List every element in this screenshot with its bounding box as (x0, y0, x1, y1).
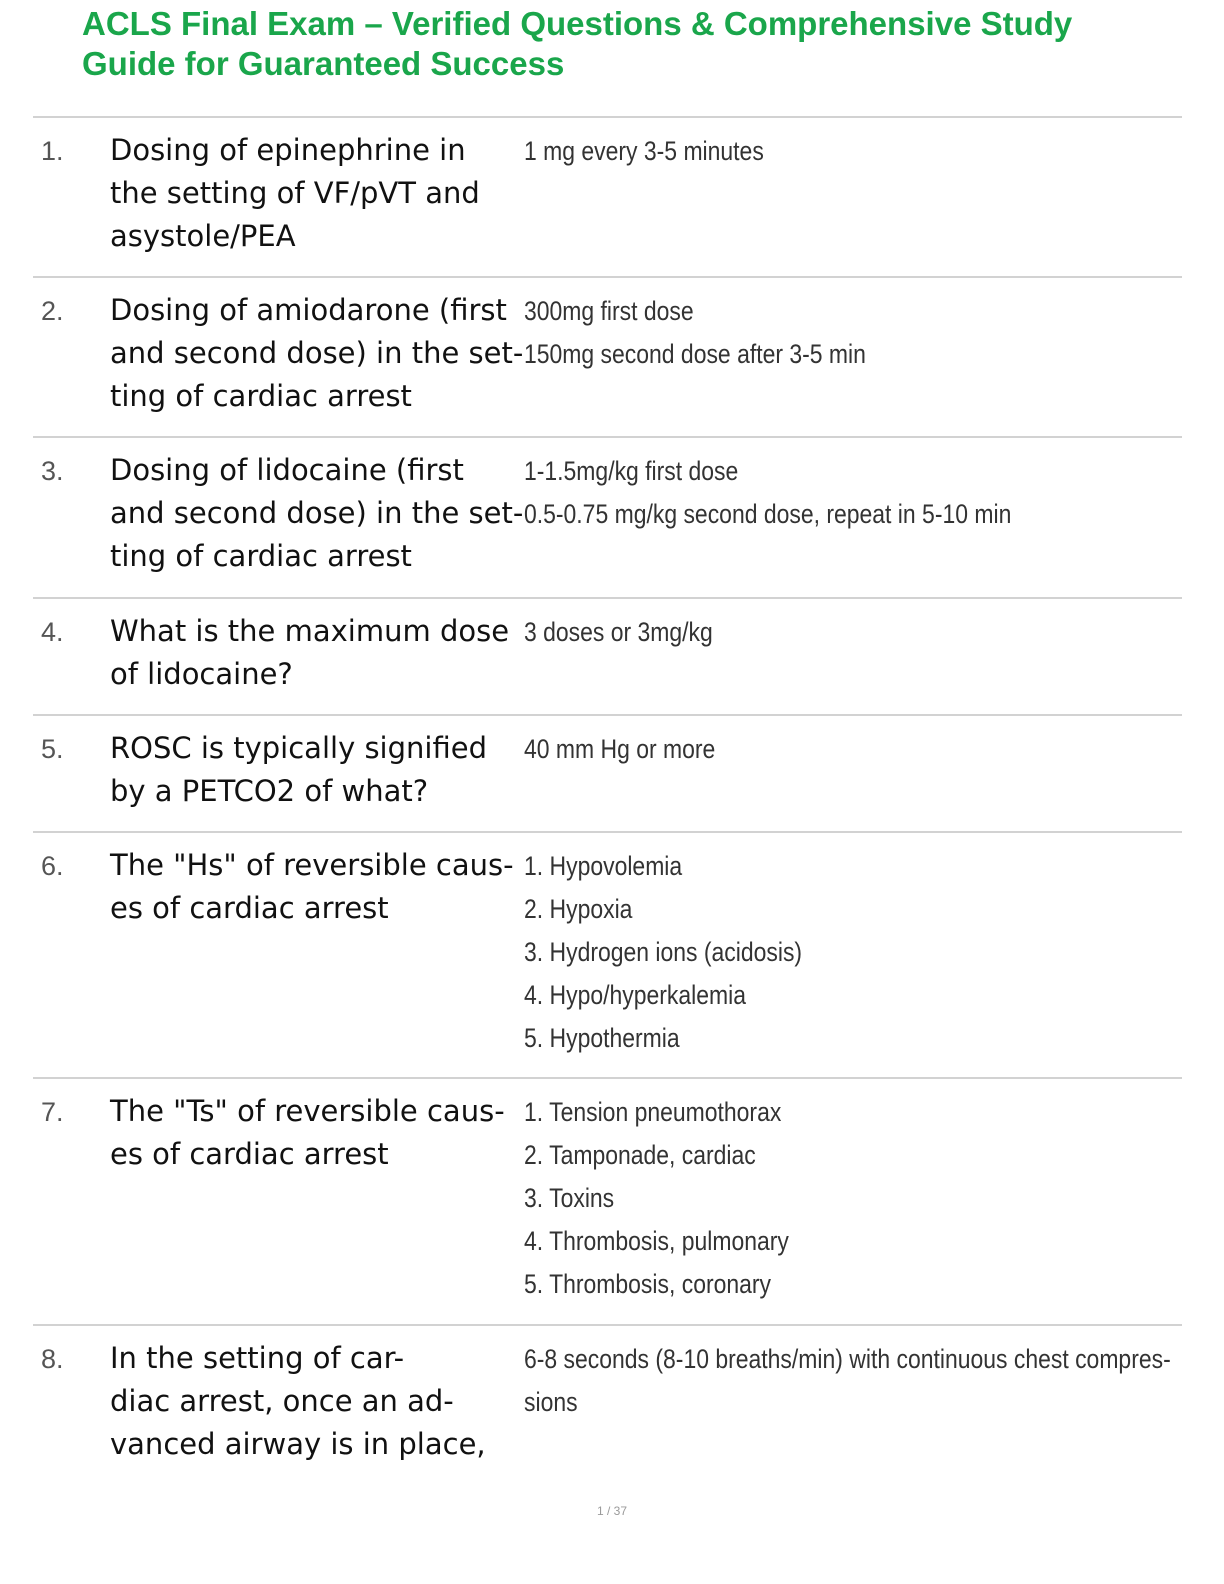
page-number: 1 / 37 (596, 1504, 628, 1518)
question-line: diac arrest, once an ad- (110, 1384, 454, 1418)
question-line: Dosing of amiodarone (first (110, 293, 507, 327)
item-number: 7. (41, 1097, 64, 1127)
answer-line: 150mg second dose after 3-5 min (524, 339, 866, 369)
question-line: and second dose) in the set- (110, 496, 524, 530)
divider (33, 714, 1182, 716)
question (110, 1090, 530, 1176)
divider (33, 597, 1182, 599)
question (110, 1337, 530, 1466)
answer-line: 1 mg every 3-5 minutes (524, 136, 764, 166)
divider (33, 1077, 1182, 1079)
answer-line: 4. Hypo/hyperkalemia (524, 980, 746, 1010)
answer-line: 5. Hypothermia (524, 1023, 680, 1053)
answer-line: 1-1.5mg/kg first dose (524, 456, 739, 486)
item-number: 8. (41, 1344, 64, 1374)
answer (524, 728, 1077, 771)
answer-line: 3 doses or 3mg/kg (524, 617, 713, 647)
answer (524, 1338, 1171, 1424)
question-line: The "Hs" of reversible caus- (110, 848, 514, 882)
answer (524, 611, 1077, 654)
question-line: Dosing of epinephrine in (110, 133, 466, 167)
answer-line: 3. Toxins (524, 1183, 615, 1213)
question-line: asystole/PEA (110, 219, 296, 253)
answer (524, 1091, 1077, 1306)
question-line: of lidocaine? (110, 657, 293, 691)
question-line: Dosing of lidocaine (first (110, 453, 464, 487)
question (110, 610, 530, 696)
question-line: es of cardiac arrest (110, 891, 389, 925)
item-number: 1. (41, 136, 64, 166)
question (110, 289, 530, 418)
answer-line: 1. Tension pneumothorax (524, 1097, 782, 1127)
question-line: In the setting of car- (110, 1341, 405, 1375)
answer-line: 0.5-0.75 mg/kg second dose, repeat in 5-10 min (524, 499, 1012, 529)
answer-line: 2. Hypoxia (524, 894, 633, 924)
item-number: 6. (41, 851, 64, 881)
question-line: ROSC is typically signified (110, 731, 487, 765)
question (110, 844, 530, 930)
document-title (82, 4, 1182, 84)
answer-line: 3. Hydrogen ions (acidosis) (524, 937, 803, 967)
question (110, 129, 530, 258)
item-number: 2. (41, 296, 64, 326)
answer-line: 6-8 seconds (8-10 breaths/min) with continuous chest compres- (524, 1344, 1171, 1374)
divider (33, 436, 1182, 438)
question-line: es of cardiac arrest (110, 1137, 389, 1171)
question-line: the setting of VF/pVT and (110, 176, 480, 210)
answer (524, 290, 1077, 376)
question-line: and second dose) in the set- (110, 336, 524, 370)
divider (33, 1324, 1182, 1326)
item-number: 5. (41, 734, 64, 764)
question-line: What is the maximum dose (110, 614, 510, 648)
answer-line: 1. Hypovolemia (524, 851, 683, 881)
answer-line: 2. Tamponade, cardiac (524, 1140, 756, 1170)
answer (524, 130, 1077, 173)
divider (33, 116, 1182, 118)
answer-line: 40 mm Hg or more (524, 734, 716, 764)
item-number: 3. (41, 456, 64, 486)
question-line: vanced airway is in place, (110, 1427, 486, 1461)
divider (33, 831, 1182, 833)
question-line: by a PETCO2 of what? (110, 774, 429, 808)
question-line: ting of cardiac arrest (110, 379, 412, 413)
answer (524, 845, 1077, 1060)
title-line-1: ACLS Final Exam – Verified Questions & Comprehensive Study (82, 5, 1073, 42)
answer (524, 450, 1077, 536)
answer-line: sions (524, 1387, 578, 1417)
question (110, 449, 530, 578)
question-line: The "Ts" of reversible caus- (110, 1094, 505, 1128)
answer-line: 300mg first dose (524, 296, 694, 326)
item-number: 4. (41, 617, 64, 647)
answer-line: 5. Thrombosis, coronary (524, 1269, 772, 1299)
question (110, 727, 530, 813)
divider (33, 276, 1182, 278)
title-line-2: Guide for Guaranteed Success (82, 45, 565, 82)
answer-line: 4. Thrombosis, pulmonary (524, 1226, 789, 1256)
question-line: ting of cardiac arrest (110, 539, 412, 573)
